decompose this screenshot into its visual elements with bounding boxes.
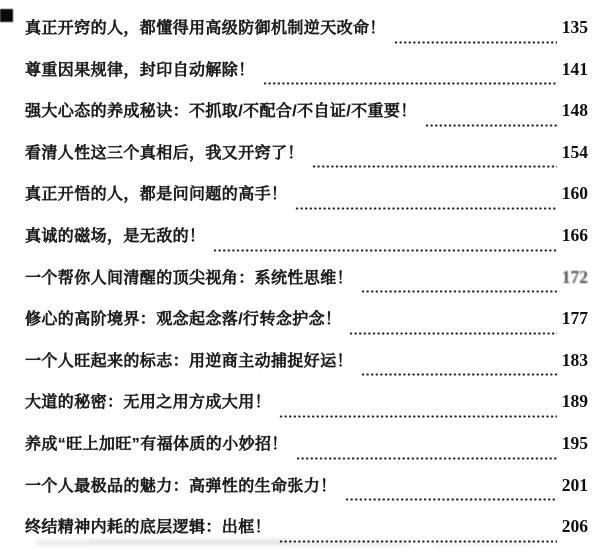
- toc-row: [25, 473, 588, 515]
- dot-leader: [425, 124, 557, 127]
- toc-page-number: 154: [561, 141, 588, 162]
- toc-row: [25, 223, 588, 265]
- toc-row: [25, 15, 588, 57]
- toc-page-number: 183: [561, 349, 588, 370]
- toc-entry-title: 大道的秘密：无用之用方成大用！: [25, 394, 272, 412]
- toc-entry-title: 真正开悟的人，都是问问题的高手！: [25, 186, 288, 204]
- dot-leader: [394, 41, 557, 44]
- bottom-faded-band: [432, 540, 537, 545]
- toc-row: [25, 348, 588, 390]
- dot-leader: [263, 82, 557, 85]
- dot-leader: [295, 207, 556, 210]
- toc-entry-title: 终结精神内耗的底层逻辑：出框！: [25, 519, 272, 537]
- toc-row: [25, 431, 588, 473]
- toc-page-number: 166: [561, 224, 588, 245]
- toc-page-number: 195: [561, 432, 588, 453]
- toc-entry-title: 一个帮你人间清醒的顶尖视角：系统性思维！: [25, 269, 354, 287]
- bottom-faded-band: [88, 539, 288, 543]
- toc-row: [25, 389, 588, 431]
- toc-entry-title: 修心的高阶境界：观念起念落/行转念护念！: [25, 311, 342, 329]
- dot-leader: [349, 332, 556, 335]
- toc-page-number: 148: [561, 100, 588, 121]
- toc-row: [25, 265, 588, 307]
- dot-leader: [312, 165, 557, 168]
- toc-page-number: 141: [561, 58, 588, 79]
- toc-entry-title: 强大心态的养成秘诀：不抓取/不配合/不自证/不重要！: [25, 103, 417, 121]
- toc-entry-title: 一个人最极品的魅力：高弹性的生命张力！: [25, 477, 337, 495]
- toc-row: [25, 306, 588, 348]
- toc-row: [25, 181, 588, 223]
- toc-page-number: 206: [561, 516, 588, 537]
- dot-leader: [279, 415, 557, 418]
- toc-row: [25, 98, 588, 140]
- dot-leader: [345, 498, 557, 501]
- dot-leader: [361, 373, 557, 376]
- dot-leader: [213, 249, 556, 252]
- toc-entry-title: 养成“旺上加旺”有福体质的小妙招！: [25, 435, 288, 453]
- dot-leader: [361, 290, 557, 293]
- toc-page-number: 177: [561, 308, 588, 329]
- toc-entry-title: 看清人性这三个真相后，我又开窍了！: [25, 144, 304, 162]
- toc-page-number: 172: [561, 266, 588, 287]
- toc-entry-title: 一个人旺起来的标志：用逆商主动捕捉好运！: [25, 352, 354, 370]
- table-of-contents: [0, 15, 610, 550]
- toc-row: [25, 57, 588, 99]
- dot-leader: [296, 457, 557, 460]
- toc-page-number: 160: [561, 183, 588, 204]
- toc-page-number: 189: [561, 391, 588, 412]
- toc-page-number: 201: [561, 474, 588, 495]
- toc-entry-title: 真正开窍的人，都懂得用高级防御机制逆天改命！: [25, 20, 386, 37]
- toc-page-number: 135: [561, 17, 588, 37]
- toc-entry-title: 真诚的磁场，是无敌的！: [25, 227, 206, 245]
- toc-row: [25, 140, 588, 182]
- toc-entry-title: 尊重因果规律，封印自动解除！: [25, 61, 255, 79]
